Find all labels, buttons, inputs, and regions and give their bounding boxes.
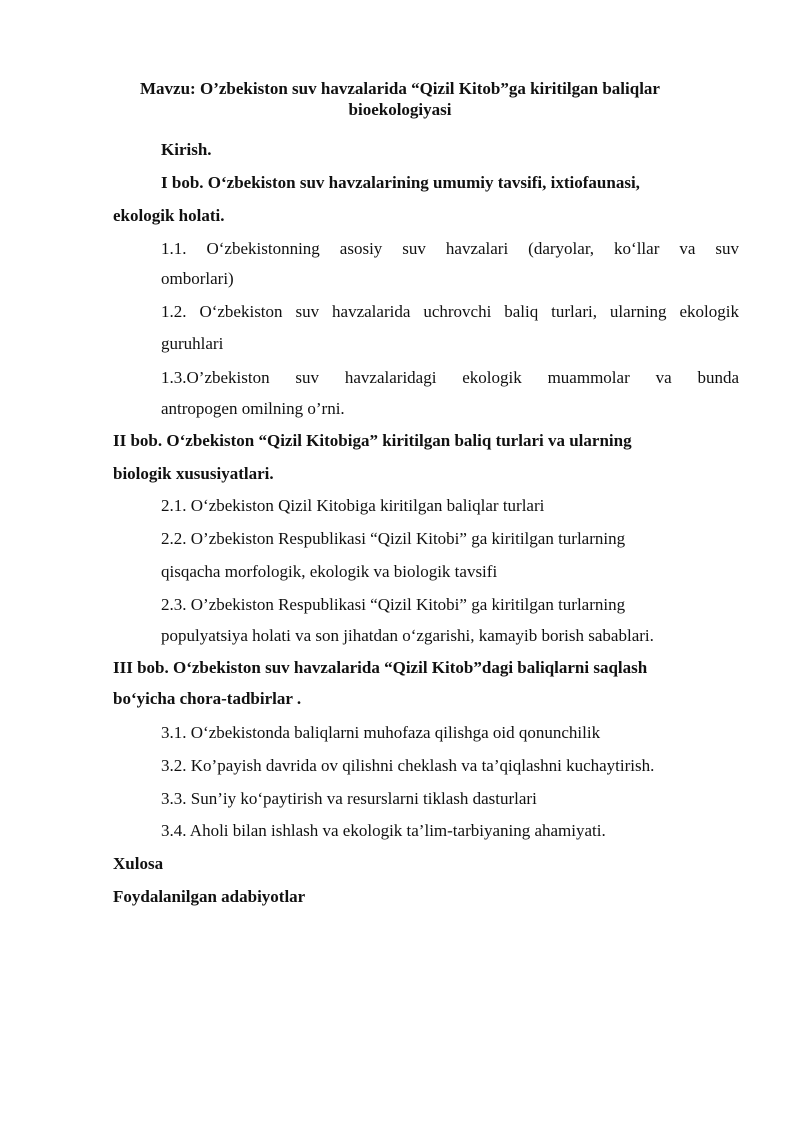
section-1-1-line-1: 1.1. O‘zbekistonning asosiy suv havzalari (daryolar, ko‘llar va suv [161,239,739,258]
references-heading: Foydalanilgan adabiyotlar [113,887,306,906]
section-2-3-line-2: populyatsiya holati va son jihatdan o‘zgarishi, kamayib borish sabablari. [161,626,654,645]
section-2-2-line-1: 2.2. O’zbekiston Respublikasi “Qizil Kitobi” ga kiritilgan turlarning [161,529,626,548]
section-3-4: 3.4. Aholi bilan ishlash va ekologik ta’lim-tarbiyaning ahamiyati. [161,821,606,840]
intro-heading: Kirish. [161,140,212,159]
chapter-1-heading-line-2: ekologik holati. [113,206,225,225]
section-2-1: 2.1. O‘zbekiston Qizil Kitobiga kiritilgan baliqlar turlari [161,496,545,515]
chapter-2-heading-line-2: biologik xususiyatlari. [113,464,274,483]
section-3-2: 3.2. Ko’payish davrida ov qilishni cheklash va ta’qiqlashni kuchaytirish. [161,756,655,775]
section-2-3-line-1: 2.3. O’zbekiston Respublikasi “Qizil Kitobi” ga kiritilgan turlarning [161,595,626,614]
document-title [120,78,680,120]
section-1-3-line-1: 1.3.O’zbekiston suv havzalaridagi ekologik muammolar va bunda [161,368,739,387]
section-1-2-line-2: guruhlari [161,334,224,353]
chapter-2-heading-line-1: II bob. O‘zbekiston “Qizil Kitobiga” kiritilgan baliq turlari va ularning [113,431,632,450]
section-3-1: 3.1. O‘zbekistonda baliqlarni muhofaza qilishga oid qonunchilik [161,723,601,742]
conclusion-heading: Xulosa [113,854,164,873]
section-1-1-line-2: omborlari) [161,269,234,288]
section-1-3-line-2: antropogen omilning o’rni. [161,399,345,418]
chapter-3-heading-line-2: bo‘yicha chora-tadbirlar . [113,689,302,708]
chapter-3-heading-line-1: III bob. O‘zbekiston suv havzalarida “Qizil Kitob”dagi baliqlarni saqlash [113,658,648,677]
section-2-2-line-2: qisqacha morfologik, ekologik va biologik tavsifi [161,562,498,581]
section-1-2-line-1: 1.2. O‘zbekiston suv havzalarida uchrovchi baliq turlari, ularning ekologik [161,302,739,321]
section-3-3: 3.3. Sun’iy ko‘paytirish va resurslarni tiklash dasturlari [161,789,537,808]
title-line-1: Mavzu: O’zbekiston suv havzalarida “Qizil Kitob”ga kiritilgan baliqlar [140,79,660,98]
chapter-1-heading-line-1: I bob. O‘zbekiston suv havzalarining umumiy tavsifi, ixtiofaunasi, [161,173,640,192]
title-line-2: bioekologiyasi [348,100,452,119]
